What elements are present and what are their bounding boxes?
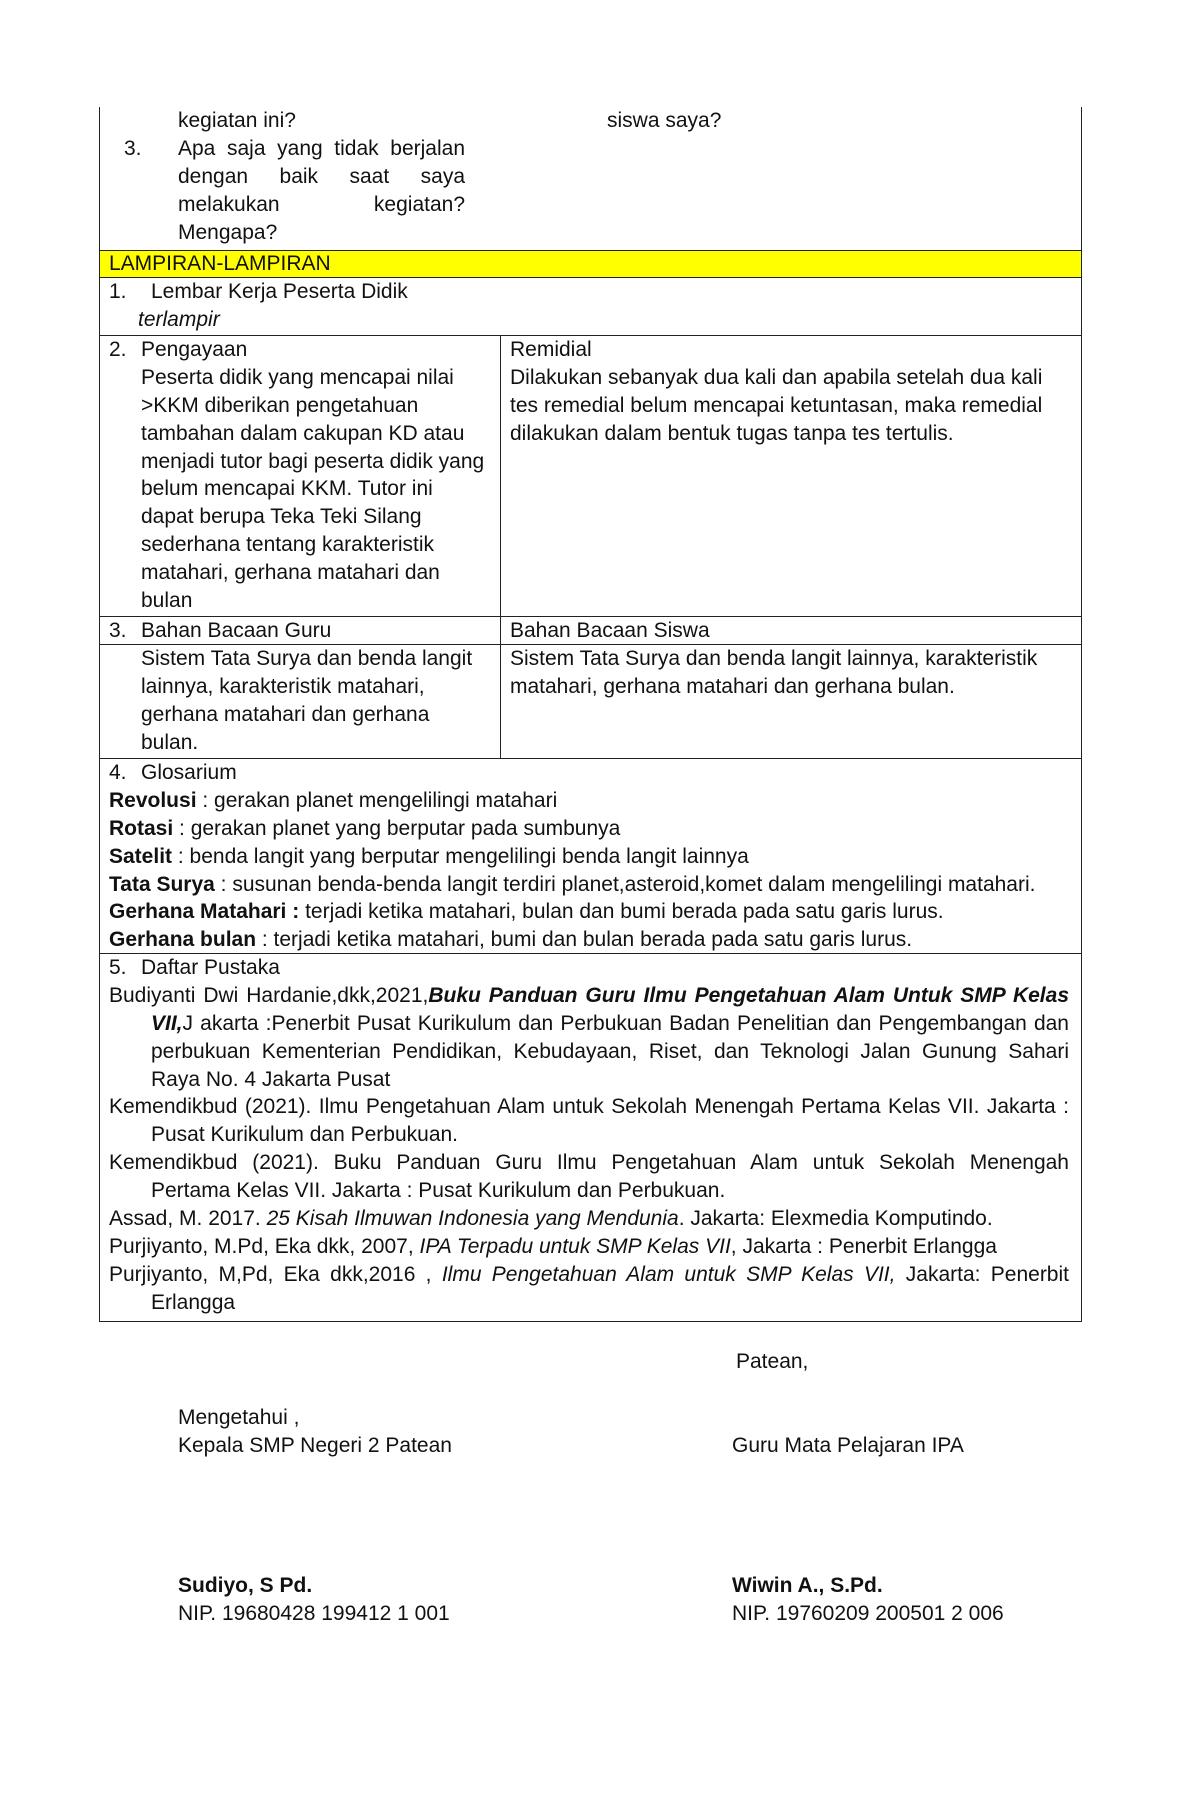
glossary-definition: : gerakan planet mengelilingi matahari [196, 788, 558, 812]
reference-line: Kemendikbud (2021). Buku Panduan Guru Ilmu Pengetahuan Alam untuk Sekolah Menengah [109, 1151, 1069, 1175]
reference-author: Purjiyanto, M.Pd, Eka dkk, 2007, [109, 1234, 420, 1258]
glossary-entries [109, 787, 1035, 954]
enrichment-line: sederhana tentang karakteristik [141, 533, 435, 557]
glossary-term: Gerhana bulan [109, 928, 257, 952]
reference-line [109, 1233, 1069, 1261]
reference-line: Kemendikbud (2021). Ilmu Pengetahuan Alam untuk Sekolah Menengah Pertama Kelas VII. Jakarta : [109, 1095, 1069, 1119]
reference-line: Raya No. 4 Jakarta Pusat [151, 1067, 391, 1091]
reference-author: Assad, M. 2017. [109, 1207, 267, 1231]
enrichment-line: bulan [141, 589, 193, 613]
reference-line: Pertama Kelas VII. Jakarta : Pusat Kurikulum dan Perbukuan. [151, 1179, 726, 1203]
worksheet-number: 1. [109, 280, 127, 303]
enrichment-line: >KKM diberikan pengetahuan [141, 393, 419, 417]
reference-line: Pusat Kurikulum dan Perbukuan. [151, 1123, 459, 1147]
teacher-reading-line: lainnya, karakteristik matahari, [141, 674, 425, 698]
attachments-heading: LAMPIRAN-LAMPIRAN [109, 252, 331, 275]
glossary-definition: : benda langit yang berputar mengelilingi benda langit lainnya [172, 844, 749, 868]
glossary-definition: : terjadi ketika matahari, bumi dan bulan berada pada satu garis lurus. [256, 928, 913, 952]
enrichment-title: Pengayaan [141, 338, 248, 361]
teacher-reading-text [141, 645, 472, 757]
teacher-reading-title: Bahan Bacaan Guru [141, 619, 332, 642]
glossary-entry [109, 815, 1035, 843]
reference-line [109, 1205, 1069, 1233]
reference-line [109, 1261, 1069, 1289]
signature-right-name: Wiwin A., S.Pd. [732, 1574, 883, 1597]
worksheet-note: terlampir [138, 307, 220, 331]
reference-title: Buku Panduan Guru Ilmu Pengetahuan Alam Untuk SMP Kelas [428, 983, 1069, 1007]
glossary-definition: : susunan benda-benda langit terdiri planet,asteroid,komet dalam mengelilingi matahari. [214, 872, 1036, 896]
enrichment-line: belum mencapai KKM. Tutor ini [141, 477, 433, 501]
glossary-number: 4. [109, 761, 127, 784]
enrichment-text [141, 364, 484, 615]
glossary-definition: terjadi ketika matahari, bulan dan bumi berada pada satu garis lurus. [299, 900, 944, 924]
enrichment-line: tambahan dalam cakupan KD atau [141, 421, 465, 445]
student-reading-text [510, 645, 1037, 701]
table-row-references [99, 954, 1082, 1322]
glossary-term: Satelit [109, 844, 173, 868]
references-number: 5. [109, 956, 127, 979]
references-list [109, 982, 1069, 1317]
signature-right-nip: NIP. 19760209 200501 2 006 [732, 1602, 1004, 1625]
reflection-line: dengan baik saat saya [178, 164, 465, 188]
student-reading-line: matahari, gerhana matahari dan gerhana bulan. [510, 674, 955, 698]
reference-title: IPA Terpadu untuk SMP Kelas VII [419, 1234, 731, 1258]
reflection-right-tail: siswa saya? [607, 109, 722, 132]
signature-place: Patean, [736, 1350, 809, 1373]
glossary-entry [109, 843, 1035, 871]
table-row-enrichment-remedial [99, 336, 1082, 617]
glossary-title: Glosarium [141, 761, 237, 784]
teacher-reading-line: Sistem Tata Surya dan benda langit [141, 647, 473, 670]
remedial-text [510, 364, 1042, 448]
enrichment-line: matahari, gerhana matahari dan [141, 561, 440, 585]
glossary-term: Tata Surya [109, 872, 215, 896]
signature-right-role: Guru Mata Pelajaran IPA [732, 1434, 964, 1457]
signature-left-label: Mengetahui , [178, 1406, 300, 1429]
enrichment-line: dapat berupa Teka Teki Silang [141, 505, 422, 529]
reference-line: Erlangga [151, 1290, 236, 1314]
remedial-title: Remidial [510, 338, 592, 361]
glossary-definition: : gerakan planet yang berputar pada sumbunya [173, 816, 621, 840]
reference-publisher: J akarta :Penerbit Pusat Kurikulum dan Perbukuan Badan Penelitian dan Pengembangan dan [182, 1011, 1069, 1035]
worksheet-title: Lembar Kerja Peserta Didik [151, 280, 408, 303]
enrichment-number: 2. [109, 338, 127, 361]
glossary-entry [109, 871, 1035, 899]
enrichment-line: Peserta didik yang mencapai nilai [141, 365, 454, 389]
reference-line [151, 1010, 1069, 1038]
reference-publisher: , Jakarta : Penerbit Erlangga [730, 1234, 997, 1258]
glossary-entry [109, 787, 1035, 815]
remedial-line: Dilakukan sebanyak dua kali dan apabila setelah dua kali [510, 365, 1043, 389]
column-divider [500, 617, 501, 644]
signature-left-nip: NIP. 19680428 199412 1 001 [178, 1602, 450, 1625]
column-divider [500, 645, 501, 758]
reflection-line: Mengapa? [178, 220, 278, 244]
reference-author: Budiyanti Dwi Hardanie,dkk,2021, [109, 983, 429, 1007]
table-row-reflection [99, 107, 1082, 251]
table-row-reading-content [99, 645, 1082, 759]
reflection-line: Apa saja yang tidak berjalan [178, 136, 465, 160]
reference-title: 25 Kisah Ilmuwan Indonesia yang Mendunia [266, 1207, 679, 1231]
glossary-term: Gerhana Matahari : [109, 900, 300, 924]
reflection-line: melakukan kegiatan? [178, 192, 465, 216]
glossary-term: Revolusi [109, 788, 197, 812]
references-title: Daftar Pustaka [141, 956, 280, 979]
reference-line [109, 982, 1069, 1010]
signature-left-role: Kepala SMP Negeri 2 Patean [178, 1434, 452, 1457]
glossary-term: Rotasi [109, 816, 174, 840]
table-row-reading-headers [99, 617, 1082, 645]
student-reading-line: Sistem Tata Surya dan benda langit lainnya, karakteristik [510, 647, 1038, 670]
remedial-line: dilakukan dalam bentuk tugas tanpa tes tertulis. [510, 421, 954, 445]
teacher-reading-number: 3. [109, 619, 127, 642]
reflection-item3-number: 3. [124, 136, 142, 160]
enrichment-line: menjadi tutor bagi peserta didik yang [141, 449, 485, 473]
column-divider [500, 336, 501, 616]
glossary-entry [109, 926, 1035, 954]
reference-title: Ilmu Pengetahuan Alam untuk SMP Kelas VII, [441, 1262, 896, 1286]
table-row-glossary [99, 759, 1082, 954]
glossary-entry [109, 898, 1035, 926]
teacher-reading-line: gerhana matahari dan gerhana [141, 702, 430, 726]
table-row-attachments-heading [99, 251, 1082, 278]
teacher-reading-line: bulan. [141, 730, 199, 754]
reference-line: perbukuan Kementerian Pendidikan, Kebudayaan, Riset, dan Teknologi Jalan Gunung Sahari [151, 1039, 1069, 1063]
remedial-line: tes remedial belum mencapai ketuntasan, maka remedial [510, 393, 1043, 417]
signature-left-name: Sudiyo, S Pd. [178, 1574, 313, 1597]
reflection-item3-text [178, 135, 465, 247]
student-reading-title: Bahan Bacaan Siswa [510, 619, 710, 642]
reference-title: VII, [151, 1011, 183, 1035]
table-row-worksheet [99, 278, 1082, 336]
reflection-item2-tail: kegiatan ini? [178, 109, 296, 132]
reference-author: Purjiyanto, M,Pd, Eka dkk,2016 , [109, 1262, 442, 1286]
reference-publisher: Jakarta: Penerbit [895, 1262, 1069, 1286]
reference-publisher: . Jakarta: Elexmedia Komputindo. [678, 1207, 993, 1231]
